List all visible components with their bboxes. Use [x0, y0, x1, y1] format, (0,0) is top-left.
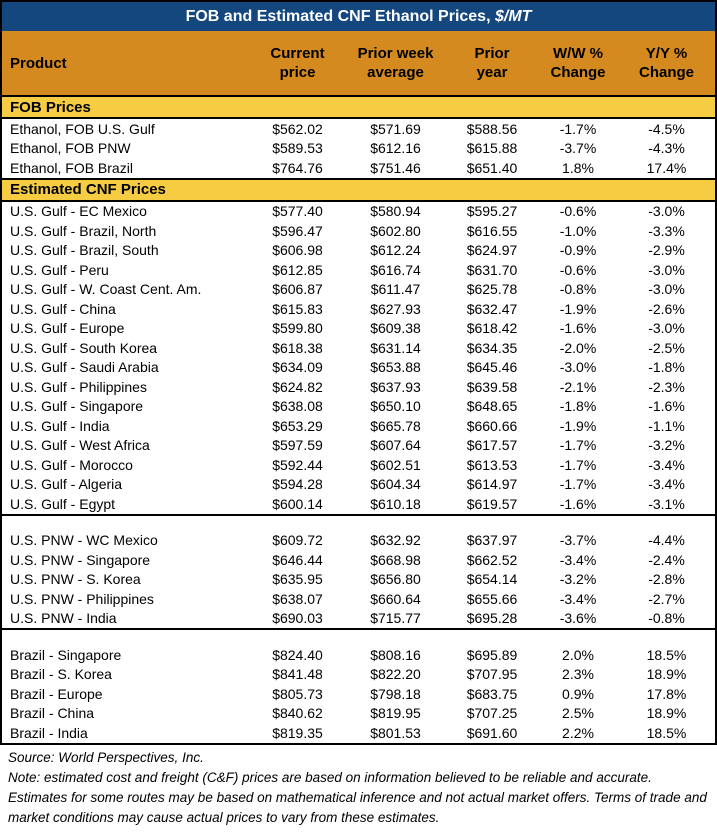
- row-group: [2, 645, 715, 745]
- cell-current-price: $646.44: [272, 551, 323, 568]
- cell-current-price: $841.48: [272, 666, 323, 683]
- table-row: [2, 645, 715, 665]
- table-row: [2, 377, 715, 397]
- cell-prior-year: $595.27: [466, 203, 518, 220]
- table-row: [2, 475, 715, 495]
- cell-ww-change: -0.9%: [559, 242, 597, 259]
- table-row: [2, 531, 715, 551]
- cell-yy-change: -2.4%: [648, 551, 685, 568]
- cell-current-price: $653.29: [272, 417, 323, 434]
- cell-yy-change: -3.4%: [648, 456, 685, 473]
- column-header-ww-change: W/W % Change: [550, 45, 606, 81]
- cell-prior-year: $655.66: [466, 590, 518, 607]
- cell-yy-change: -3.4%: [648, 476, 685, 493]
- cell-prior-year: $625.78: [466, 281, 518, 298]
- cell-product: U.S. Gulf - Egypt: [10, 495, 116, 512]
- cell-product: U.S. Gulf - Singapore: [10, 398, 144, 415]
- table-title-unit: $/MT: [494, 7, 532, 25]
- cell-ww-change: -1.7%: [559, 456, 597, 473]
- table-row: [2, 338, 715, 358]
- cell-product: U.S. PNW - S. Korea: [10, 571, 141, 588]
- table-row: [2, 158, 715, 178]
- cell-current-price: $597.59: [272, 437, 323, 454]
- cell-prior-week-average: $715.77: [370, 610, 421, 627]
- cell-prior-year: $613.53: [466, 456, 518, 473]
- cell-current-price: $594.28: [272, 476, 323, 493]
- cell-prior-year: $654.14: [466, 571, 518, 588]
- cell-current-price: $634.09: [272, 359, 323, 376]
- table-row: [2, 299, 715, 319]
- cell-ww-change: -1.6%: [559, 320, 597, 337]
- cell-current-price: $606.98: [272, 242, 323, 259]
- cell-ww-change: 2.2%: [562, 724, 594, 741]
- cell-yy-change: -4.4%: [648, 532, 685, 549]
- table-row: [2, 589, 715, 609]
- cell-prior-week-average: $798.18: [370, 685, 421, 702]
- cell-yy-change: -3.3%: [648, 222, 685, 239]
- cell-ww-change: 2.3%: [562, 666, 594, 683]
- cell-prior-week-average: $665.78: [370, 417, 421, 434]
- cell-product: U.S. Gulf - India: [10, 417, 110, 434]
- cell-product: Ethanol, FOB Brazil: [10, 159, 133, 176]
- cell-yy-change: -2.5%: [648, 339, 685, 356]
- column-header-yy-change: Y/Y % Change: [638, 45, 694, 81]
- cell-prior-year: $637.97: [466, 532, 518, 549]
- cell-product: U.S. PNW - Singapore: [10, 551, 151, 568]
- cell-ww-change: -2.1%: [559, 378, 597, 395]
- table-row: [2, 684, 715, 704]
- cell-product: U.S. Gulf - Peru: [10, 261, 109, 278]
- cell-current-price: $589.53: [272, 140, 323, 157]
- cell-ww-change: -1.7%: [559, 476, 597, 493]
- cell-current-price: $805.73: [272, 685, 323, 702]
- table-row: [2, 202, 715, 222]
- cell-yy-change: 18.5%: [646, 646, 687, 663]
- cell-prior-week-average: $632.92: [370, 532, 421, 549]
- cell-current-price: $638.07: [272, 590, 323, 607]
- cell-ww-change: -3.6%: [559, 610, 597, 627]
- table-row: [2, 139, 715, 159]
- cell-prior-year: $631.70: [466, 261, 518, 278]
- cell-yy-change: 18.9%: [646, 666, 687, 683]
- cell-prior-year: $645.46: [466, 359, 518, 376]
- cell-yy-change: -2.6%: [648, 300, 685, 317]
- cell-prior-week-average: $607.64: [370, 437, 421, 454]
- cell-product: Brazil - Singapore: [10, 646, 122, 663]
- cell-ww-change: -1.9%: [559, 300, 597, 317]
- cell-prior-week-average: $602.51: [370, 456, 421, 473]
- cell-ww-change: 2.5%: [562, 705, 594, 722]
- table-row: [2, 570, 715, 590]
- table-row: [2, 319, 715, 339]
- cell-current-price: $624.82: [272, 378, 323, 395]
- table-title-bar: [2, 2, 715, 31]
- cell-ww-change: -3.4%: [559, 551, 597, 568]
- table-row: [2, 494, 715, 514]
- cell-product: U.S. Gulf - Europe: [10, 320, 125, 337]
- cell-prior-week-average: $653.88: [370, 359, 421, 376]
- cell-yy-change: 18.9%: [646, 705, 687, 722]
- cell-prior-week-average: $602.80: [370, 222, 421, 239]
- cell-ww-change: -1.6%: [559, 495, 597, 512]
- note-text: Note: estimated cost and freight (C&F) prices are based on information believed to be reliable and accurate. Estimates for some routes may be based on mathematical inference and not actual market offers. Terms of trade and market conditions may cause actual prices to vary from these estimates.: [8, 769, 707, 825]
- table-row: [2, 665, 715, 685]
- table-row: [2, 455, 715, 475]
- source-text: Source: World Perspectives, Inc.: [8, 749, 204, 765]
- cell-product: Brazil - India: [10, 724, 88, 741]
- cell-prior-week-average: $616.74: [370, 261, 421, 278]
- cell-product: Ethanol, FOB PNW: [10, 140, 131, 157]
- cell-prior-year: $616.55: [466, 222, 518, 239]
- section-header-label: Estimated CNF Prices: [10, 181, 166, 198]
- cell-prior-week-average: $612.16: [370, 140, 421, 157]
- cell-yy-change: -0.8%: [648, 610, 685, 627]
- cell-ww-change: -3.7%: [559, 140, 597, 157]
- cell-yy-change: -1.8%: [648, 359, 685, 376]
- cell-ww-change: -3.0%: [559, 359, 597, 376]
- cell-yy-change: -2.8%: [648, 571, 685, 588]
- row-group: [2, 531, 715, 631]
- cell-prior-year: $619.57: [466, 495, 518, 512]
- column-header-prior-week-average: Prior week average: [357, 45, 434, 81]
- cell-prior-week-average: $612.24: [370, 242, 421, 259]
- cell-ww-change: -2.0%: [559, 339, 597, 356]
- cell-current-price: $609.72: [272, 532, 323, 549]
- cell-yy-change: -1.6%: [648, 398, 685, 415]
- cell-yy-change: -4.5%: [648, 120, 685, 137]
- row-group: [2, 202, 715, 516]
- cell-product: Brazil - Europe: [10, 685, 103, 702]
- table-row: [2, 221, 715, 241]
- cell-prior-week-average: $801.53: [370, 724, 421, 741]
- cell-ww-change: -1.7%: [559, 120, 597, 137]
- table-row: [2, 241, 715, 261]
- cell-current-price: $690.03: [272, 610, 323, 627]
- cell-current-price: $819.35: [272, 724, 323, 741]
- cell-yy-change: -2.7%: [648, 590, 685, 607]
- cell-product: U.S. Gulf - China: [10, 300, 116, 317]
- cell-current-price: $596.47: [272, 222, 323, 239]
- cell-product: U.S. PNW - India: [10, 610, 117, 627]
- cell-prior-year: $695.89: [466, 646, 518, 663]
- cell-prior-year: $617.57: [466, 437, 518, 454]
- cell-current-price: $592.44: [272, 456, 323, 473]
- table-row: [2, 358, 715, 378]
- cell-product: U.S. Gulf - West Africa: [10, 437, 150, 454]
- cell-prior-week-average: $580.94: [370, 203, 421, 220]
- cell-current-price: $635.95: [272, 571, 323, 588]
- cell-current-price: $618.38: [272, 339, 323, 356]
- cell-current-price: $638.08: [272, 398, 323, 415]
- table-row: [2, 723, 715, 743]
- cell-prior-year: $614.97: [466, 476, 518, 493]
- cell-prior-year: $683.75: [466, 685, 518, 702]
- cell-ww-change: -3.4%: [559, 590, 597, 607]
- cell-ww-change: -0.6%: [559, 261, 597, 278]
- cell-prior-week-average: $808.16: [370, 646, 421, 663]
- cell-prior-year: $660.66: [466, 417, 518, 434]
- cell-prior-week-average: $611.47: [370, 281, 421, 298]
- cell-product: U.S. Gulf - Saudi Arabia: [10, 359, 159, 376]
- cell-ww-change: 1.8%: [562, 159, 594, 176]
- cell-product: U.S. Gulf - Philippines: [10, 378, 147, 395]
- cell-current-price: $562.02: [272, 120, 323, 137]
- cell-yy-change: -1.1%: [648, 417, 685, 434]
- column-headers: [2, 31, 715, 95]
- cell-prior-year: $695.28: [466, 610, 518, 627]
- cell-product: U.S. Gulf - South Korea: [10, 339, 158, 356]
- cell-ww-change: -3.7%: [559, 532, 597, 549]
- cell-product: U.S. Gulf - Morocco: [10, 456, 133, 473]
- cell-yy-change: -3.1%: [648, 495, 685, 512]
- cell-prior-year: $624.97: [466, 242, 518, 259]
- cell-yy-change: -3.0%: [648, 203, 685, 220]
- cell-yy-change: 17.4%: [646, 159, 687, 176]
- cell-prior-year: $632.47: [466, 300, 518, 317]
- cell-prior-week-average: $819.95: [370, 705, 421, 722]
- cell-yy-change: 18.5%: [646, 724, 687, 741]
- cell-prior-year: $651.40: [466, 159, 518, 176]
- cell-product: Brazil - S. Korea: [10, 666, 112, 683]
- cell-prior-week-average: $571.69: [370, 120, 421, 137]
- cell-ww-change: -1.8%: [559, 398, 597, 415]
- table-title: FOB and Estimated CNF Ethanol Prices, $/MT: [185, 7, 532, 25]
- cell-product: U.S. Gulf - Algeria: [10, 476, 123, 493]
- cell-yy-change: -3.0%: [648, 281, 685, 298]
- cell-ww-change: -0.6%: [559, 203, 597, 220]
- cell-product: U.S. PNW - Philippines: [10, 590, 154, 607]
- cell-prior-week-average: $668.98: [370, 551, 421, 568]
- table-row: [2, 397, 715, 417]
- cell-prior-week-average: $631.14: [370, 339, 421, 356]
- cell-prior-week-average: $610.18: [370, 495, 421, 512]
- cell-product: Brazil - China: [10, 705, 95, 722]
- cell-product: U.S. Gulf - Brazil, South: [10, 242, 159, 259]
- cell-yy-change: -3.0%: [648, 261, 685, 278]
- cell-yy-change: -3.2%: [648, 437, 685, 454]
- cell-prior-year: $707.95: [466, 666, 518, 683]
- cell-current-price: $824.40: [272, 646, 323, 663]
- cell-prior-week-average: $822.20: [370, 666, 421, 683]
- cell-prior-year: $691.60: [466, 724, 518, 741]
- cell-ww-change: -3.2%: [559, 571, 597, 588]
- cell-prior-year: $648.65: [466, 398, 518, 415]
- table-row: [2, 260, 715, 280]
- cell-ww-change: -1.0%: [559, 222, 597, 239]
- cell-product: Ethanol, FOB U.S. Gulf: [10, 120, 155, 137]
- cell-prior-year: $662.52: [466, 551, 518, 568]
- section-header-label: FOB Prices: [10, 98, 91, 116]
- table-footer: [0, 745, 717, 834]
- cell-ww-change: -1.9%: [559, 417, 597, 434]
- column-header-product: Product: [10, 54, 67, 72]
- cell-prior-year: $615.88: [466, 140, 518, 157]
- cell-product: U.S. Gulf - EC Mexico: [10, 203, 147, 220]
- cell-prior-week-average: $751.46: [370, 159, 421, 176]
- table-row: [2, 280, 715, 300]
- table-row: [2, 550, 715, 570]
- cell-product: U.S. PNW - WC Mexico: [10, 532, 158, 549]
- cell-yy-change: -2.9%: [648, 242, 685, 259]
- cell-yy-change: -3.0%: [648, 320, 685, 337]
- table-row: [2, 119, 715, 139]
- cell-prior-year: $588.56: [466, 120, 518, 137]
- table-body: [2, 95, 715, 745]
- cell-current-price: $606.87: [272, 281, 323, 298]
- cell-prior-week-average: $660.64: [370, 590, 421, 607]
- cell-ww-change: 2.0%: [562, 646, 594, 663]
- cell-prior-week-average: $650.10: [370, 398, 421, 415]
- cell-prior-year: $634.35: [466, 339, 518, 356]
- cell-prior-year: $707.25: [466, 705, 518, 722]
- cell-prior-week-average: $627.93: [370, 300, 421, 317]
- cell-prior-year: $618.42: [466, 320, 518, 337]
- cell-current-price: $615.83: [272, 300, 323, 317]
- cell-ww-change: -0.8%: [559, 281, 597, 298]
- cell-prior-week-average: $656.80: [370, 571, 421, 588]
- cell-product: U.S. Gulf - Brazil, North: [10, 222, 157, 239]
- section-header: [2, 95, 715, 119]
- section-header: [2, 178, 715, 202]
- cell-prior-week-average: $637.93: [370, 378, 421, 395]
- cell-prior-week-average: $609.38: [370, 320, 421, 337]
- cell-yy-change: -4.3%: [648, 140, 685, 157]
- cell-prior-year: $639.58: [466, 378, 518, 395]
- cell-yy-change: -2.3%: [648, 378, 685, 395]
- table-row: [2, 704, 715, 724]
- cell-prior-week-average: $604.34: [370, 476, 421, 493]
- cell-yy-change: 17.8%: [646, 685, 687, 702]
- cell-current-price: $840.62: [272, 705, 323, 722]
- cell-current-price: $577.40: [272, 203, 323, 220]
- column-header-prior-year: Prior year: [474, 45, 510, 81]
- table-row: [2, 609, 715, 629]
- row-group: [2, 119, 715, 178]
- cell-current-price: $612.85: [272, 261, 323, 278]
- table-row: [2, 416, 715, 436]
- cell-product: U.S. Gulf - W. Coast Cent. Am.: [10, 281, 202, 298]
- table-row: [2, 436, 715, 456]
- cell-current-price: $599.80: [272, 320, 323, 337]
- cell-current-price: $600.14: [272, 495, 323, 512]
- cell-ww-change: 0.9%: [562, 685, 594, 702]
- column-header-current-price: Current price: [270, 45, 325, 81]
- cell-current-price: $764.76: [272, 159, 323, 176]
- cell-ww-change: -1.7%: [559, 437, 597, 454]
